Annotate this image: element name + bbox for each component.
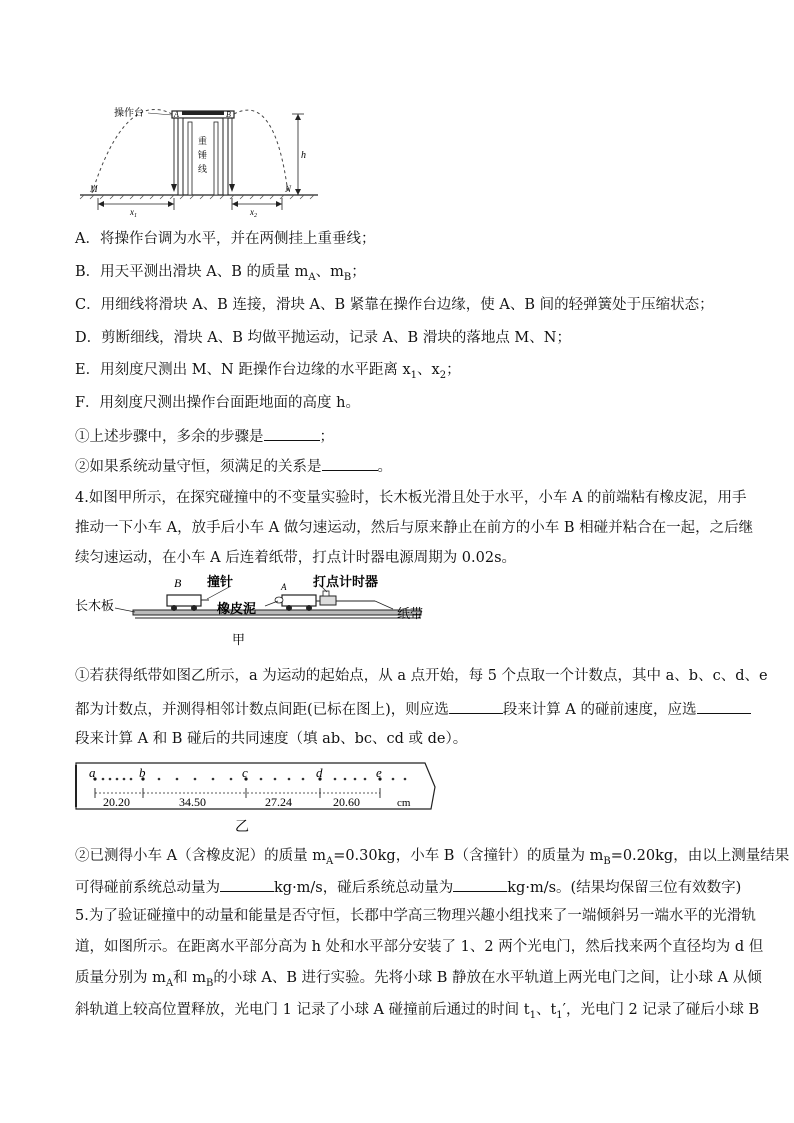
question-2: ②如果系统动量守恒，须满足的关系是 。 — [75, 455, 392, 477]
point-a: a — [89, 765, 96, 780]
q4-line-3: 续匀速运动，在小车 A 后连着纸带，打点计时器电源周期为 0.02s。 — [75, 550, 517, 566]
q5-line-4: 斜轨道上较高位置释放，光电门 1 记录了小球 A 碰撞前后通过的时间 $t_1$、$t_1'$，光电门 2 记录了碰后小球 B — [75, 1002, 760, 1021]
figure-caption-yi: 乙 — [235, 820, 249, 835]
label-x2: $x_2$ — [250, 207, 257, 219]
step-f: F．用刻度尺测出操作台面距地面的高度 h。 — [75, 395, 361, 411]
label-height-h: h — [301, 150, 306, 161]
label-slider-b: B — [226, 110, 231, 119]
answer-blank[interactable] — [264, 425, 320, 441]
label-needle: 撞针 — [207, 574, 234, 589]
step-e: E．用刻度尺测出 M、N 距操作台边缘的水平距离 $x_1$、$x_2$； — [75, 362, 461, 381]
q4-sub2-line-2: 可得碰前系统总动量为 kg·m/s，碰后系统总动量为 kg·m/s。(结果均保留三位有效数字) — [75, 876, 741, 898]
figure-operation-table — [70, 100, 330, 219]
figure-caption-jia: 甲 — [232, 632, 246, 647]
step-a: A．将操作台调为水平，并在两侧挂上重垂线； — [75, 231, 376, 247]
label-plumb-2: 锤 — [198, 150, 208, 160]
step-d: D．剪断细线，滑块 A、B 均做平抛运动，记录 A、B 滑块的落地点 M、N； — [75, 330, 571, 346]
unit-cm: cm — [397, 797, 411, 809]
point-b: b — [139, 765, 146, 780]
label-point-m: M — [90, 184, 98, 194]
point-e: e — [376, 765, 382, 780]
label-x1: $x_1$ — [130, 207, 137, 219]
q4-sub2-line-1: ②已测得小车 A（含橡皮泥）的质量 $m_A=0.30kg$，小车 B（含撞针）的质量为 $m_B=0.20kg$，由以上测量结果 — [75, 848, 790, 867]
figure-jia-cart-setup — [75, 572, 435, 652]
label-slider-a: A — [174, 110, 179, 119]
answer-blank[interactable] — [449, 698, 503, 714]
q4-sub1-line-2: 都为计数点，并测得相邻计数点间距(已标在图上)，则应选 段来计算 A 的碰前速度，应选 — [75, 698, 751, 720]
q4-sub1-line-3: 段来计算 A 和 B 碰后的共同速度（填 ab、bc、cd 或 de）。 — [75, 731, 468, 747]
label-point-n: N — [285, 184, 292, 194]
label-timer: 打点计时器 — [313, 574, 379, 589]
segment-de: 20.60 — [333, 795, 360, 809]
label-cart-b: B — [174, 576, 182, 590]
label-plumb-1: 重 — [198, 136, 208, 146]
label-operation-table: 操作台 — [114, 108, 144, 119]
label-plumb-3: 线 — [198, 164, 208, 174]
q4-line-2: 推动一下小车 A，放手后小车 A 做匀速运动，然后与原来静止在前方的小车 B 相碰并粘合在一起，之后继 — [75, 520, 754, 536]
q4-line-1: 4.如图甲所示，在探究碰撞中的不变量实验时，长木板光滑且处于水平，小车 A 的前端粘有橡皮泥，用手 — [75, 490, 747, 506]
label-putty: 橡皮泥 — [217, 601, 257, 616]
q4-sub1-line-1: ①若获得纸带如图乙所示，a 为运动的起始点，从 a 点开始，每 5 个点取一个计数点，其中 a、b、c、d、e — [75, 668, 768, 684]
q5-line-2: 道，如图所示。在距离水平部分高为 h 处和水平部分安装了 1、2 两个光电门，然后找来两个直径均为 d 但 — [75, 939, 764, 955]
step-c: C．用细线将滑块 A、B 连接，滑块 A、B 紧靠在操作台边缘，使 A、B 间的轻弹簧处于压缩状态； — [75, 297, 714, 313]
q5-line-1: 5.为了验证碰撞中的动量和能量是否守恒，长郡中学高三物理兴趣小组找来了一端倾斜另一端水平的光滑轨 — [75, 908, 756, 924]
question-1: ①上述步骤中，多余的步骤是 ； — [75, 425, 334, 447]
answer-blank[interactable] — [697, 698, 751, 714]
segment-ab: 20.20 — [103, 795, 130, 809]
segment-cd: 27.24 — [265, 795, 292, 809]
figure-yi-paper-tape — [75, 755, 445, 835]
label-cart-a: A — [281, 582, 287, 592]
q5-line-3: 质量分别为 $m_A$和 $m_B$的小球 A、B 进行实验。先将小球 B 静放在水平轨道上两光电门之间，让小球 A 从倾 — [75, 970, 762, 989]
label-tape: 纸带 — [397, 606, 424, 621]
segment-bc: 34.50 — [179, 795, 206, 809]
answer-blank[interactable] — [220, 876, 274, 892]
label-long-board: 长木板 — [75, 598, 115, 613]
step-b: B．用天平测出滑块 A、B 的质量 $m_A$、$m_B$； — [75, 264, 366, 283]
answer-blank[interactable] — [453, 876, 507, 892]
answer-blank[interactable] — [322, 455, 378, 471]
point-c: c — [242, 765, 248, 780]
point-d: d — [316, 765, 323, 780]
